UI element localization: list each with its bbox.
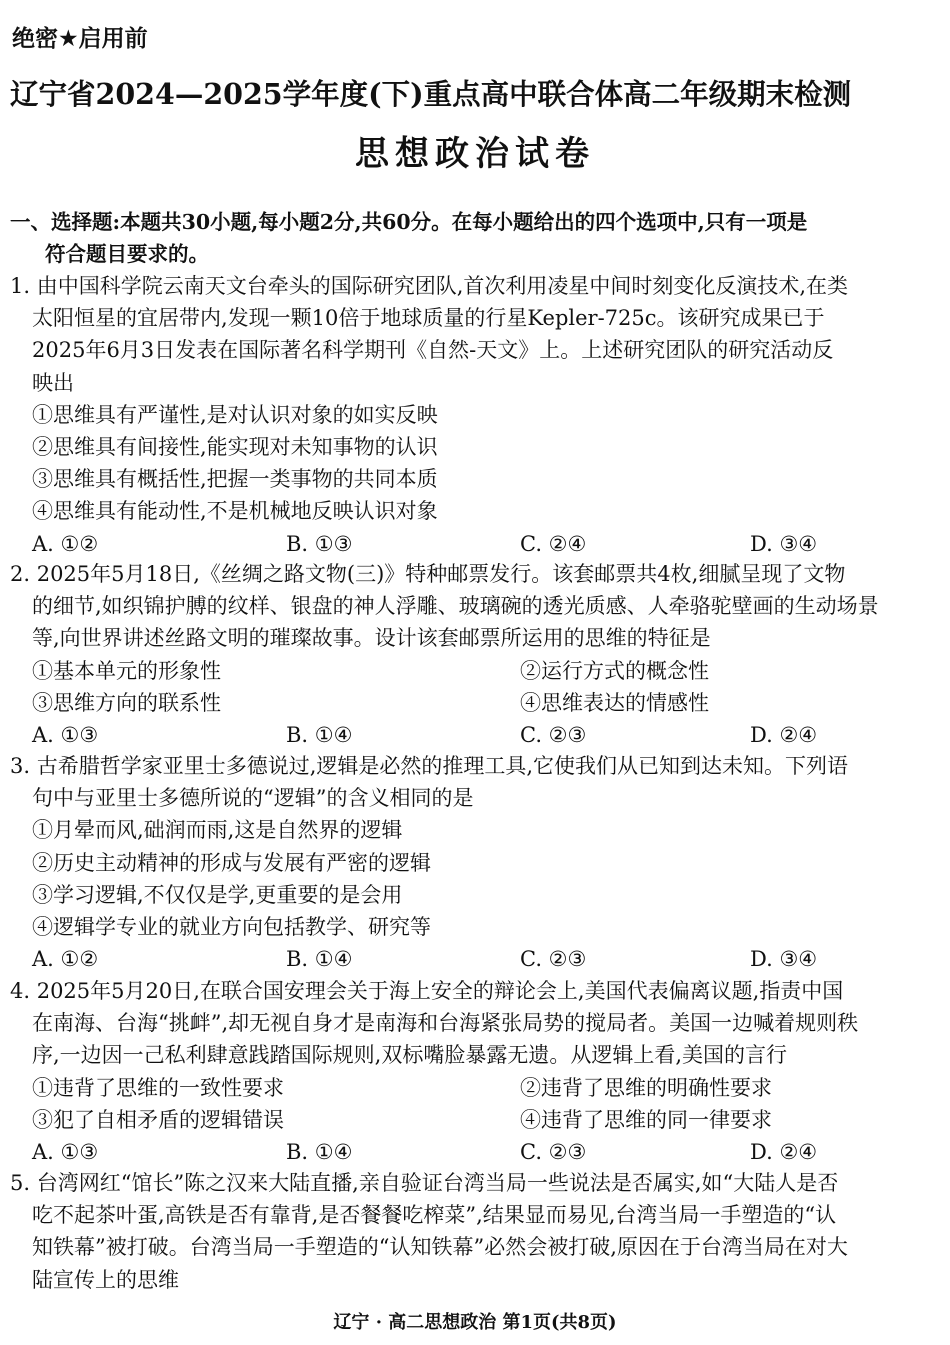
answer-option-b: B. ①③: [286, 531, 353, 556]
question-stem-line: 映出: [32, 370, 74, 395]
statement-item: ②历史主动精神的形成与发展有严密的逻辑: [32, 850, 431, 875]
answer-option-c: C. ②③: [520, 947, 587, 972]
exam-title: 辽宁省2024—2025学年度(下)重点高中联合体高二年级期末检测: [10, 77, 852, 111]
section-heading-line: 一、选择题:本题共30小题,每小题2分,共60分。在每小题给出的四个选项中,只有一项是: [10, 210, 808, 234]
statement-pair: [10, 1072, 858, 1104]
question-4: [10, 975, 858, 1168]
question-stem-line: 3. 古希腊哲学家亚里士多德说过,逻辑是必然的推理工具,它使我们从已知到达未知。下列语: [10, 754, 849, 778]
statement-item: ③犯了自相矛盾的逻辑错误: [32, 1107, 284, 1132]
question-stem-line: 2025年6月3日发表在国际著名科学期刊《自然-天文》上。上述研究团队的研究活动反: [32, 338, 834, 363]
answer-option-d: D. ②④: [750, 1139, 818, 1164]
statement-pair: [10, 1104, 858, 1136]
question-stem-line: 2. 2025年5月18日,《丝绸之路文物(三)》特种邮票发行。该套邮票共4枚,细腻呈现了文物: [10, 562, 846, 586]
statement-item: ①基本单元的形象性: [32, 658, 221, 683]
answer-option-b: B. ①④: [286, 722, 353, 747]
statement-item: ②运行方式的概念性: [520, 658, 709, 683]
statement-item: ④违背了思维的同一律要求: [520, 1107, 772, 1132]
statement-pair: [10, 687, 879, 719]
statement-item: ①思维具有严谨性,是对认识对象的如实反映: [32, 402, 438, 427]
answer-option-d: D. ②④: [750, 722, 818, 747]
answer-option-b: B. ①④: [286, 947, 353, 972]
answer-option-a: A. ①③: [32, 722, 99, 747]
question-1: [10, 270, 848, 560]
page-footer: 辽宁 · 高二思想政治 第1页(共8页): [333, 1312, 617, 1333]
question-stem-line: 序,一边因一己私利肆意践踏国际规则,双标嘴脸暴露无遗。从逻辑上看,美国的言行: [32, 1043, 788, 1068]
question-3: [10, 750, 848, 975]
question-stem-line: 的细节,如织锦护膊的纹样、银盘的神人浮雕、玻璃碗的透光质感、人牵骆驼壁画的生动场景: [32, 594, 879, 619]
answer-option-b: B. ①④: [286, 1139, 353, 1164]
answer-option-c: C. ②③: [520, 722, 587, 747]
statement-item: ①月晕而风,础润而雨,这是自然界的逻辑: [32, 818, 403, 843]
question-stem-line: 知铁幕”被打破。台湾当局一手塑造的“认知铁幕”必然会被打破,原因在于台湾当局在对大: [32, 1235, 848, 1260]
section-heading: [10, 206, 807, 270]
question-stem-line: 等,向世界讲述丝路文明的璀璨故事。设计该套邮票所运用的思维的特征是: [32, 626, 711, 651]
statement-item: ③学习逻辑,不仅仅是学,更重要的是会用: [32, 882, 403, 907]
statement-item: ③思维具有概括性,把握一类事物的共同本质: [32, 467, 438, 492]
statement-item: ④思维具有能动性,不是机械地反映认识对象: [32, 499, 438, 524]
question-stem-line: 1. 由中国科学院云南天文台牵头的国际研究团队,首次利用凌星中间时刻变化反演技术,在类: [10, 274, 849, 298]
question-stem-line: 在南海、台海“挑衅”,却无视自身才是南海和台海紧张局势的搅局者。美国一边喊着规则秩: [32, 1011, 859, 1036]
statement-item: ③思维方向的联系性: [32, 690, 221, 715]
answer-option-d: D. ③④: [750, 531, 818, 556]
answer-option-c: C. ②④: [520, 531, 587, 556]
question-stem-line: 句中与亚里士多德所说的“逻辑”的含义相同的是: [32, 786, 474, 811]
question-5: [10, 1167, 848, 1296]
answer-option-a: A. ①②: [32, 947, 99, 972]
question-stem-line: 4. 2025年5月20日,在联合国安理会关于海上安全的辩论会上,美国代表偏离议题,指责中国: [10, 979, 844, 1003]
secret-label: 绝密★启用前: [12, 26, 148, 52]
answer-options: [10, 528, 848, 560]
statement-item: ②违背了思维的明确性要求: [520, 1075, 772, 1100]
statement-pair: [10, 655, 879, 687]
answer-options: [10, 1136, 858, 1168]
statement-item: ①违背了思维的一致性要求: [32, 1075, 284, 1100]
section-heading-line: 符合题目要求的。: [45, 242, 209, 266]
question-stem-line: 5. 台湾网红“馆长”陈之汉来大陆直播,亲自验证台湾当局一些说法是否属实,如“大陆人是否: [10, 1171, 839, 1195]
statement-item: ②思维具有间接性,能实现对未知事物的认识: [32, 434, 438, 459]
question-stem-line: 陆宣传上的思维: [32, 1267, 179, 1292]
statement-item: ④逻辑学专业的就业方向包括教学、研究等: [32, 914, 431, 939]
question-stem-line: 吃不起茶叶蛋,高铁是否有靠背,是否餐餐吃榨菜”,结果显而易见,台湾当局一手塑造的“认: [32, 1203, 837, 1228]
exam-subject-title: 思想政治试卷: [355, 134, 595, 174]
statement-item: ④思维表达的情感性: [520, 690, 709, 715]
question-2: [10, 558, 879, 751]
answer-option-d: D. ③④: [750, 947, 818, 972]
answer-options: [10, 719, 879, 751]
question-stem-line: 太阳恒星的宜居带内,发现一颗10倍于地球质量的行星Kepler-725c。该研究成果已于: [32, 306, 825, 331]
answer-option-a: A. ①③: [32, 1139, 99, 1164]
answer-options: [10, 943, 848, 975]
answer-option-a: A. ①②: [32, 531, 99, 556]
answer-option-c: C. ②③: [520, 1139, 587, 1164]
